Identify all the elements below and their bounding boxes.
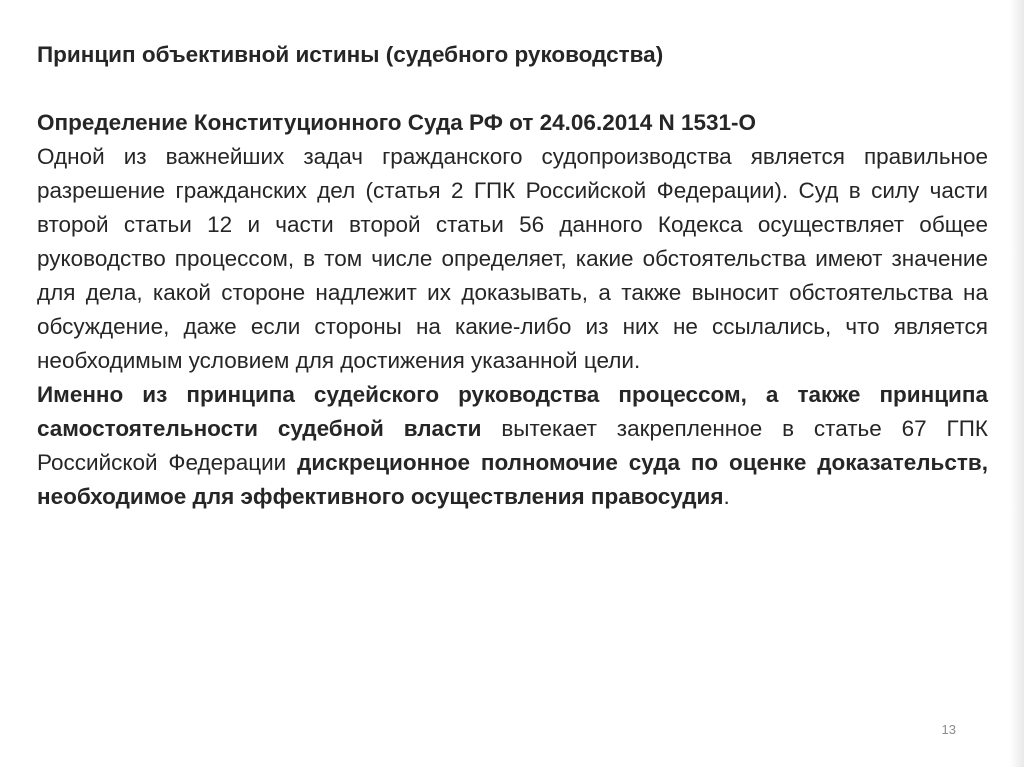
paragraph-2 xyxy=(37,378,988,514)
spacer xyxy=(37,72,988,106)
paragraph-2-text-2: . xyxy=(723,484,730,509)
slide-edge-shadow xyxy=(1010,0,1024,767)
paragraph-2-bold-2: дискреционное полномочие суда по оценке доказательств, необходимое для эффективного осуществления правосудия xyxy=(37,450,988,509)
paragraph-2-text-1: вытекает закрепленное в статье 67 ГПК Российской Федерации xyxy=(37,416,988,475)
paragraph-1: Одной из важнейших задач гражданского судопроизводства является правильное разрешение гражданских дел (статья 2 ГПК Российской Федерации). Суд в силу части второй статьи 12 и части второй статьи 56 данного Кодекса осуществляет общее руководство процессом, в том числе определяет, какие обстоятельства имеют значение для дела, какой стороне надлежит их доказывать, а также выносит обстоятельства на обсуждение, даже если стороны на какие-либо из них не ссылались, что является необходимым условием для достижения указанной цели. xyxy=(37,144,988,373)
page-number: 13 xyxy=(941,722,956,737)
slide-title: Принцип объективной истины (судебного руководства) xyxy=(37,42,664,67)
slide-content xyxy=(37,38,988,514)
paragraph-2-bold-1: Именно из принципа судейского руководства процессом, а также принципа самостоятельности судебной власти xyxy=(37,382,988,441)
slide-subtitle: Определение Конституционного Суда РФ от 24.06.2014 N 1531-О xyxy=(37,110,757,135)
